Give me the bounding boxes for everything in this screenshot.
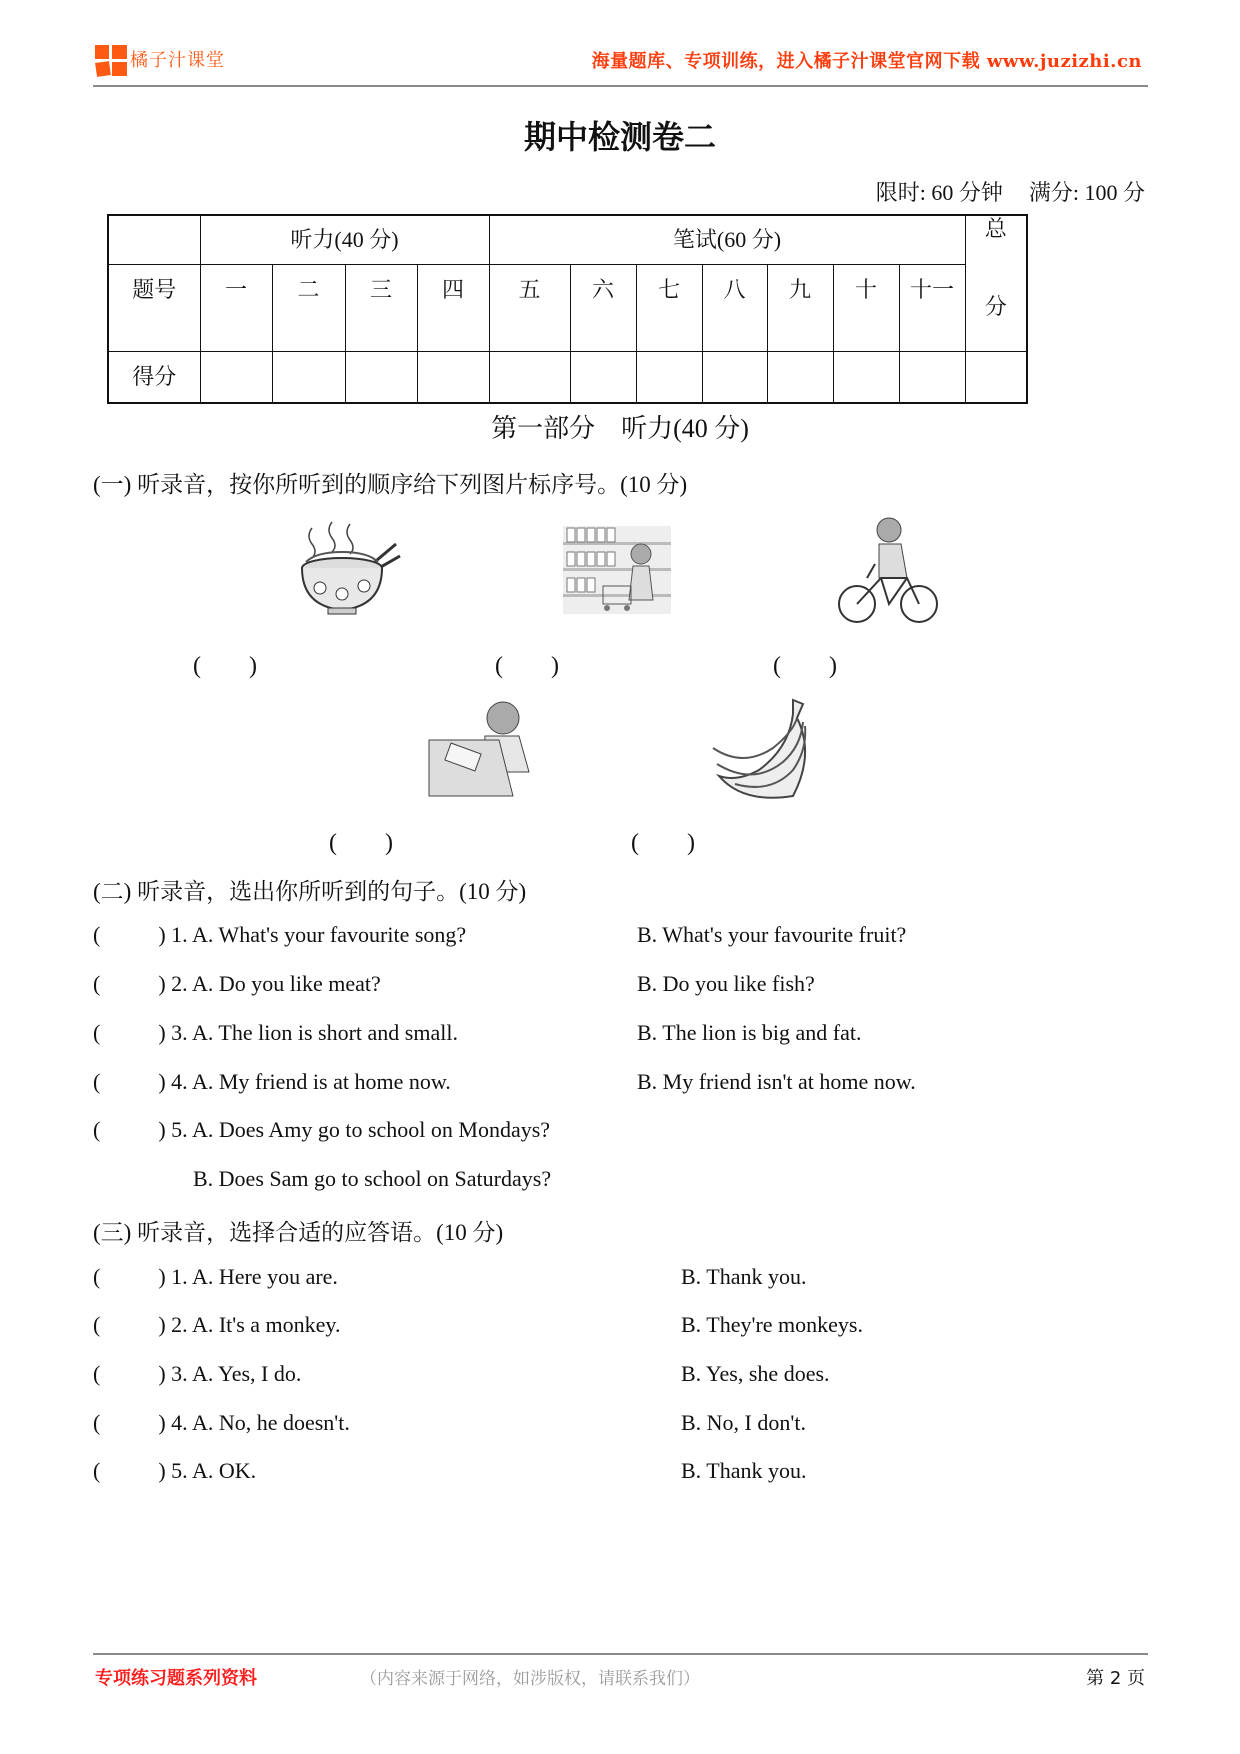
question-number-cell: 四 [417, 265, 489, 352]
footer-series-label: 专项练习题系列资料 [95, 1668, 257, 1689]
answer-blank-open[interactable]: ( [93, 971, 101, 996]
score-cell[interactable] [833, 352, 899, 404]
question-row [93, 1312, 341, 1338]
score-cell[interactable] [570, 352, 636, 404]
question-number-cell: 十 [833, 265, 899, 352]
question-row [93, 1264, 338, 1290]
answer-blank-open[interactable]: ( [93, 1410, 101, 1435]
question-number-cell: 六 [570, 265, 636, 352]
score-cell[interactable] [636, 352, 702, 404]
writing-header: 笔试(60 分) [489, 215, 965, 265]
answer-blank-open[interactable]: ( [93, 1312, 101, 1337]
footer-copyright-note: （内容来源于网络，如涉版权，请联系我们） [360, 1669, 700, 1689]
picture-answer-blank[interactable]: ( ) [193, 653, 257, 679]
score-table [107, 214, 1028, 404]
question-row [93, 971, 381, 997]
option-a: 2. A. Do you like meat? [171, 971, 381, 996]
header-divider [93, 85, 1148, 87]
score-cell[interactable] [489, 352, 570, 404]
answer-blank-close: ) [158, 971, 166, 996]
question-row [93, 1117, 550, 1143]
answer-blank-close: ) [158, 1312, 166, 1337]
option-b: B. Yes, she does. [681, 1361, 830, 1386]
total-bottom-char: 分 [984, 294, 1007, 319]
answer-blank-open[interactable]: ( [93, 1264, 101, 1289]
option-b: B. What's your favourite fruit? [637, 922, 907, 947]
question-row [93, 1410, 350, 1436]
option-b: B. My friend isn't at home now. [637, 1069, 916, 1094]
score-cell[interactable] [702, 352, 767, 404]
footer-divider [93, 1653, 1148, 1655]
listening-header: 听力(40 分) [200, 215, 489, 265]
table-corner-cell [108, 215, 200, 265]
score-cell[interactable] [345, 352, 417, 404]
question-number-cell: 二 [272, 265, 345, 352]
answer-blank-open[interactable]: ( [93, 922, 101, 947]
answer-blank-open[interactable]: ( [93, 1020, 101, 1045]
question-number-cell: 三 [345, 265, 417, 352]
option-a: 3. A. Yes, I do. [171, 1361, 302, 1386]
option-a: 1. A. What's your favourite song? [171, 922, 467, 947]
answer-blank-close: ) [158, 1117, 166, 1142]
total-header [965, 215, 1027, 352]
supermarket-girl-icon [563, 526, 671, 614]
option-b: B. Thank you. [681, 1264, 807, 1289]
question-number-cell: 八 [702, 265, 767, 352]
question-number-cell: 九 [767, 265, 833, 352]
option-a: 3. A. The lion is short and small. [171, 1020, 458, 1045]
section-two-title: (二) 听录音，选出你所听到的句子。(10 分) [93, 879, 527, 904]
brand-name: 橘子汁课堂 [130, 50, 225, 71]
score-row-label: 得分 [108, 352, 200, 404]
question-row [93, 1361, 301, 1387]
option-a: 1. A. Here you are. [171, 1264, 338, 1289]
score-cell[interactable] [767, 352, 833, 404]
exam-limits [876, 176, 1145, 207]
time-limit: 限时: 60 分钟 [875, 180, 1003, 205]
option-b: B. No, I don't. [681, 1410, 806, 1435]
option-b: B. Thank you. [681, 1458, 807, 1483]
section-one-title: (一) 听录音，按你所听到的顺序给下列图片标序号。(10 分) [93, 472, 688, 497]
total-top-char: 总 [984, 216, 1007, 241]
answer-blank-close: ) [158, 1020, 166, 1045]
answer-blank-close: ) [158, 1361, 166, 1386]
answer-blank-close: ) [158, 1069, 166, 1094]
question-row [93, 1020, 458, 1046]
question-number-cell: 十一 [899, 265, 965, 352]
question-row [93, 922, 466, 948]
option-a: 5. A. OK. [171, 1458, 257, 1483]
page-title: 期中检测卷二 [523, 119, 716, 155]
answer-blank-close: ) [158, 1264, 166, 1289]
option-a: 5. A. Does Amy go to school on Mondays? [171, 1117, 551, 1142]
option-a: 2. A. It's a monkey. [171, 1312, 341, 1337]
picture-answer-blank[interactable]: ( ) [495, 653, 559, 679]
score-cell[interactable] [200, 352, 272, 404]
option-b: B. They're monkeys. [681, 1312, 863, 1337]
picture-answer-blank[interactable]: ( ) [329, 830, 393, 856]
full-score: 满分: 100 分 [1028, 180, 1145, 205]
page-number: 第 2 页 [1086, 1668, 1145, 1689]
question-number-cell: 七 [636, 265, 702, 352]
answer-blank-close: ) [158, 1458, 166, 1483]
question-number-label: 题号 [108, 265, 200, 352]
question-row [93, 1069, 451, 1095]
score-cell[interactable] [899, 352, 965, 404]
answer-blank-open[interactable]: ( [93, 1069, 101, 1094]
score-cell[interactable] [272, 352, 345, 404]
option-b: B. The lion is big and fat. [637, 1020, 862, 1045]
answer-blank-open[interactable]: ( [93, 1361, 101, 1386]
answer-blank-open[interactable]: ( [93, 1117, 101, 1142]
score-cell[interactable] [417, 352, 489, 404]
boy-on-phone-icon [423, 696, 533, 800]
option-a: 4. A. No, he doesn't. [171, 1410, 350, 1435]
question-number-cell: 一 [200, 265, 272, 352]
brand-logo-icon [95, 45, 127, 77]
noodle-bowl-icon [292, 518, 404, 622]
header-slogan[interactable]: 海量题库、专项训练，进入橘子汁课堂官网下载 www.juzizhi.cn [591, 51, 1142, 72]
bananas-icon [705, 696, 815, 800]
answer-blank-close: ) [158, 1410, 166, 1435]
section-three-title: (三) 听录音，选择合适的应答语。(10 分) [93, 1220, 504, 1245]
answer-blank-close: ) [158, 922, 166, 947]
boy-riding-bike-icon [837, 516, 939, 624]
option-b: B. Do you like fish? [637, 971, 815, 996]
picture-answer-blank[interactable]: ( ) [773, 653, 837, 679]
total-score-cell[interactable] [965, 352, 1027, 404]
option-a: 4. A. My friend is at home now. [171, 1069, 451, 1094]
answer-blank-open[interactable]: ( [93, 1458, 101, 1483]
picture-answer-blank[interactable]: ( ) [631, 830, 695, 856]
question-number-cell: 五 [489, 265, 570, 352]
option-b: B. Does Sam go to school on Saturdays? [193, 1166, 552, 1191]
question-row [93, 1458, 256, 1484]
part-one-title: 第一部分 听力(40 分) [491, 414, 749, 443]
